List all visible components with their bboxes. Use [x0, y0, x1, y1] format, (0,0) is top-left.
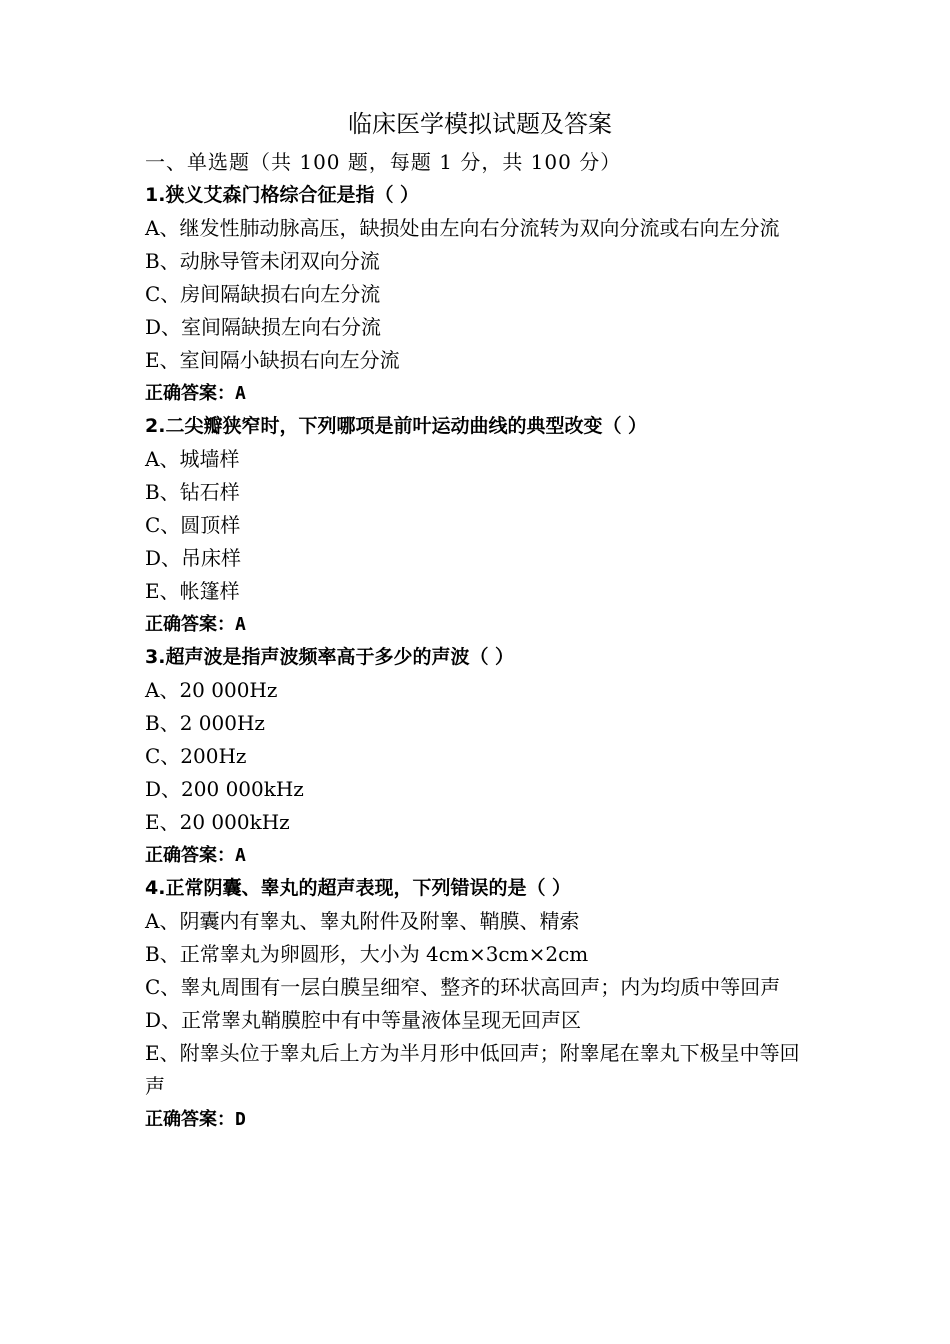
question-1 — [145, 179, 815, 410]
document-page — [145, 106, 815, 1136]
option-b: B、2 000Hz — [145, 711, 265, 735]
answer-label: 正确答案： — [145, 845, 235, 866]
option-c: C、圆顶样 — [145, 513, 241, 537]
question-4 — [145, 872, 815, 1136]
option-a: A、继发性肺动脉高压，缺损处由左向右分流转为双向分流或右向左分流 — [145, 216, 780, 240]
option-a: A、20 000Hz — [145, 678, 278, 702]
answer-label: 正确答案： — [145, 383, 235, 404]
correct-answer — [145, 1103, 815, 1136]
answer-value: A — [235, 845, 246, 866]
correct-answer — [145, 377, 815, 410]
answer-label: 正确答案： — [145, 614, 235, 635]
option-d: D、室间隔缺损左向右分流 — [145, 315, 382, 339]
question-stem: 3.超声波是指声波频率高于多少的声波（ ） — [145, 646, 515, 668]
option-e: E、附睾头位于睾丸后上方为半月形中低回声；附睾尾在睾丸下极呈中等回声 — [145, 1041, 800, 1098]
correct-answer — [145, 839, 815, 872]
question-2 — [145, 410, 815, 641]
option-b: B、动脉导管未闭双向分流 — [145, 249, 380, 273]
answer-label: 正确答案： — [145, 1109, 235, 1130]
option-c: C、200Hz — [145, 744, 247, 768]
option-d: D、200 000kHz — [145, 777, 304, 801]
option-c: C、房间隔缺损右向左分流 — [145, 282, 381, 306]
answer-value: A — [235, 614, 246, 635]
question-3 — [145, 641, 815, 872]
option-b: B、正常睾丸为卵圆形，大小为 4cm×3cm×2cm — [145, 942, 589, 966]
section-title: 一、单选题（共 100 题，每题 1 分，共 100 分） — [145, 150, 622, 174]
answer-value: A — [235, 383, 246, 404]
document-title: 临床医学模拟试题及答案 — [348, 110, 612, 138]
option-d: D、吊床样 — [145, 546, 242, 570]
option-a: A、城墙样 — [145, 447, 240, 471]
option-d: D、正常睾丸鞘膜腔中有中等量液体呈现无回声区 — [145, 1008, 582, 1032]
question-stem: 4.正常阴囊、睾丸的超声表现，下列错误的是（ ） — [145, 877, 572, 899]
answer-value: D — [235, 1109, 246, 1130]
option-a: A、阴囊内有睾丸、睾丸附件及附睾、鞘膜、精索 — [145, 909, 580, 933]
option-c: C、睾丸周围有一层白膜呈细窄、整齐的环状高回声；内为均质中等回声 — [145, 975, 781, 999]
option-e: E、帐篷样 — [145, 579, 240, 603]
option-b: B、钻石样 — [145, 480, 240, 504]
question-stem: 1.狭义艾森门格综合征是指（ ） — [145, 184, 420, 206]
correct-answer — [145, 608, 815, 641]
option-e: E、室间隔小缺损右向左分流 — [145, 348, 400, 372]
option-e: E、20 000kHz — [145, 810, 290, 834]
question-stem: 2.二尖瓣狭窄时，下列哪项是前叶运动曲线的典型改变（ ） — [145, 415, 648, 437]
